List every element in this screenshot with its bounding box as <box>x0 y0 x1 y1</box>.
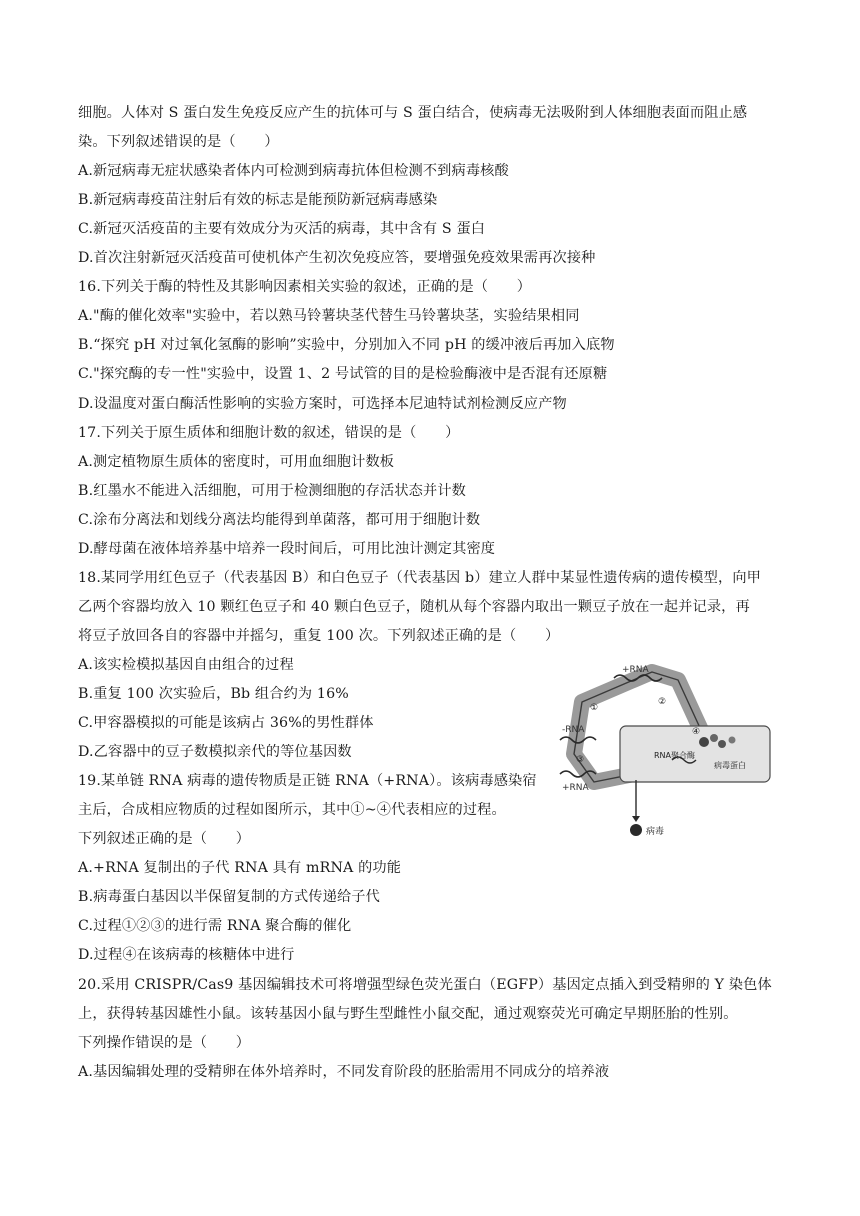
text-line: A.该实检模拟基因自由组合的过程 <box>78 657 294 673</box>
text-line: A.基因编辑处理的受精卵在体外培养时，不同发育阶段的胚胎需用不同成分的培养液 <box>78 1064 610 1080</box>
text-line: 18.某同学用红色豆子（代表基因 B）和白色豆子（代表基因 b）建立人群中某显性遗传病的遗传模型，向甲 <box>78 570 761 586</box>
text-line: 染。下列叙述错误的是（ ） <box>78 134 279 150</box>
text-line: C.甲容器模拟的可能是该病占 36%的男性群体 <box>78 715 374 731</box>
virus-replication-figure <box>554 662 780 840</box>
text-line: C.涂布分离法和划线分离法均能得到单菌落，都可用于细胞计数 <box>78 512 481 528</box>
label-step4: ④ <box>692 727 701 737</box>
ribosome-icon <box>729 737 736 744</box>
text-line: 19.某单链 RNA 病毒的遗传物质是正链 RNA（+RNA）。该病毒感染宿 <box>78 773 537 789</box>
label-step2: ② <box>658 697 667 707</box>
text-line: D.首次注射新冠灭活疫苗可使机体产生初次免疫应答，要增强免疫效果需再次接种 <box>78 250 596 266</box>
text-line: A.新冠病毒无症状感染者体内可检测到病毒抗体但检测不到病毒核酸 <box>78 163 509 179</box>
text-line: 细胞。人体对 S 蛋白发生免疫反应产生的抗体可与 S 蛋白结合，使病毒无法吸附到人体细胞表面而阻止感 <box>78 105 748 121</box>
label-step1: ① <box>590 703 599 713</box>
label-minus-rna: -RNA <box>562 725 585 735</box>
text-line: 16.下列关于酶的特性及其影响因素相关实验的叙述，正确的是（ ） <box>78 279 532 295</box>
text-line: B.重复 100 次实验后，Bb 组合约为 16% <box>78 686 349 702</box>
text-line: 20.采用 CRISPR/Cas9 基因编辑技术可将增强型绿色荧光蛋白（EGFP）基因定点插入到受精卵的 Y 染色体 <box>78 977 772 993</box>
text-line: D.乙容器中的豆子数模拟亲代的等位基因数 <box>78 744 352 760</box>
text-line: D.过程④在该病毒的核糖体中进行 <box>78 947 295 963</box>
ribosome-icon <box>699 737 709 747</box>
text-line: 下列操作错误的是（ ） <box>78 1035 251 1051</box>
text-line: A.+RNA 复制出的子代 RNA 具有 mRNA 的功能 <box>78 860 402 876</box>
text-line: B.病毒蛋白基因以半保留复制的方式传递给子代 <box>78 889 380 905</box>
label-rna-polymerase: RNA聚合酶 <box>654 751 696 760</box>
ribosome-icon <box>710 734 718 742</box>
label-virus-protein: 病毒蛋白 <box>714 761 746 770</box>
label-virus: 病毒 <box>646 827 665 837</box>
text-line: A.测定植物原生质体的密度时，可用血细胞计数板 <box>78 454 395 470</box>
virus-icon <box>630 824 642 836</box>
text-line: 乙两个容器均放入 10 颗红色豆子和 40 颗白色豆子，随机从每个容器内取出一颗豆子放在一起并记录，再 <box>78 599 750 615</box>
ribosome-icon <box>718 740 726 748</box>
text-line: C.新冠灭活疫苗的主要有效成分为灭活的病毒，其中含有 S 蛋白 <box>78 221 486 237</box>
replication-diagram <box>554 662 780 840</box>
text-line: 将豆子放回各自的容器中并摇匀，重复 100 次。下列叙述正确的是（ ） <box>78 628 560 644</box>
text-line: D.酵母菌在液体培养基中培养一段时间后，可用比浊计测定其密度 <box>78 541 496 557</box>
text-line: B.新冠病毒疫苗注射后有效的标志是能预防新冠病毒感染 <box>78 192 438 208</box>
text-line: 下列叙述正确的是（ ） <box>78 831 251 847</box>
label-step3: ③ <box>576 755 585 765</box>
text-line: B.“探究 pH 对过氧化氢酶的影响”实验中，分别加入不同 pH 的缓冲液后再加入底物 <box>78 337 615 353</box>
text-line: 上，获得转基因雄性小鼠。该转基因小鼠与野生型雌性小鼠交配，通过观察荧光可确定早期胚胎的性别。 <box>78 1006 738 1022</box>
text-line: A."酶的催化效率"实验中，若以熟马铃薯块茎代替生马铃薯块茎，实验结果相同 <box>78 308 580 324</box>
label-plus-rna-bottom: +RNA <box>562 783 589 793</box>
text-line: 主后，合成相应物质的过程如图所示，其中①~④代表相应的过程。 <box>78 802 506 818</box>
text-line: D.设温度对蛋白酶活性影响的实验方案时，可选择本尼迪特试剂检测反应产物 <box>78 396 567 412</box>
label-plus-rna-top: +RNA <box>622 665 649 675</box>
arrow-head <box>632 816 640 822</box>
text-line: C.过程①②③的进行需 RNA 聚合酶的催化 <box>78 918 352 934</box>
text-line: C."探究酶的专一性"实验中，设置 1、2 号试管的目的是检验酶液中是否混有还原糖 <box>78 366 608 382</box>
text-line: B.红墨水不能进入活细胞，可用于检测细胞的存活状态并计数 <box>78 483 467 499</box>
text-line: 17.下列关于原生质体和细胞计数的叙述，错误的是（ ） <box>78 425 460 441</box>
